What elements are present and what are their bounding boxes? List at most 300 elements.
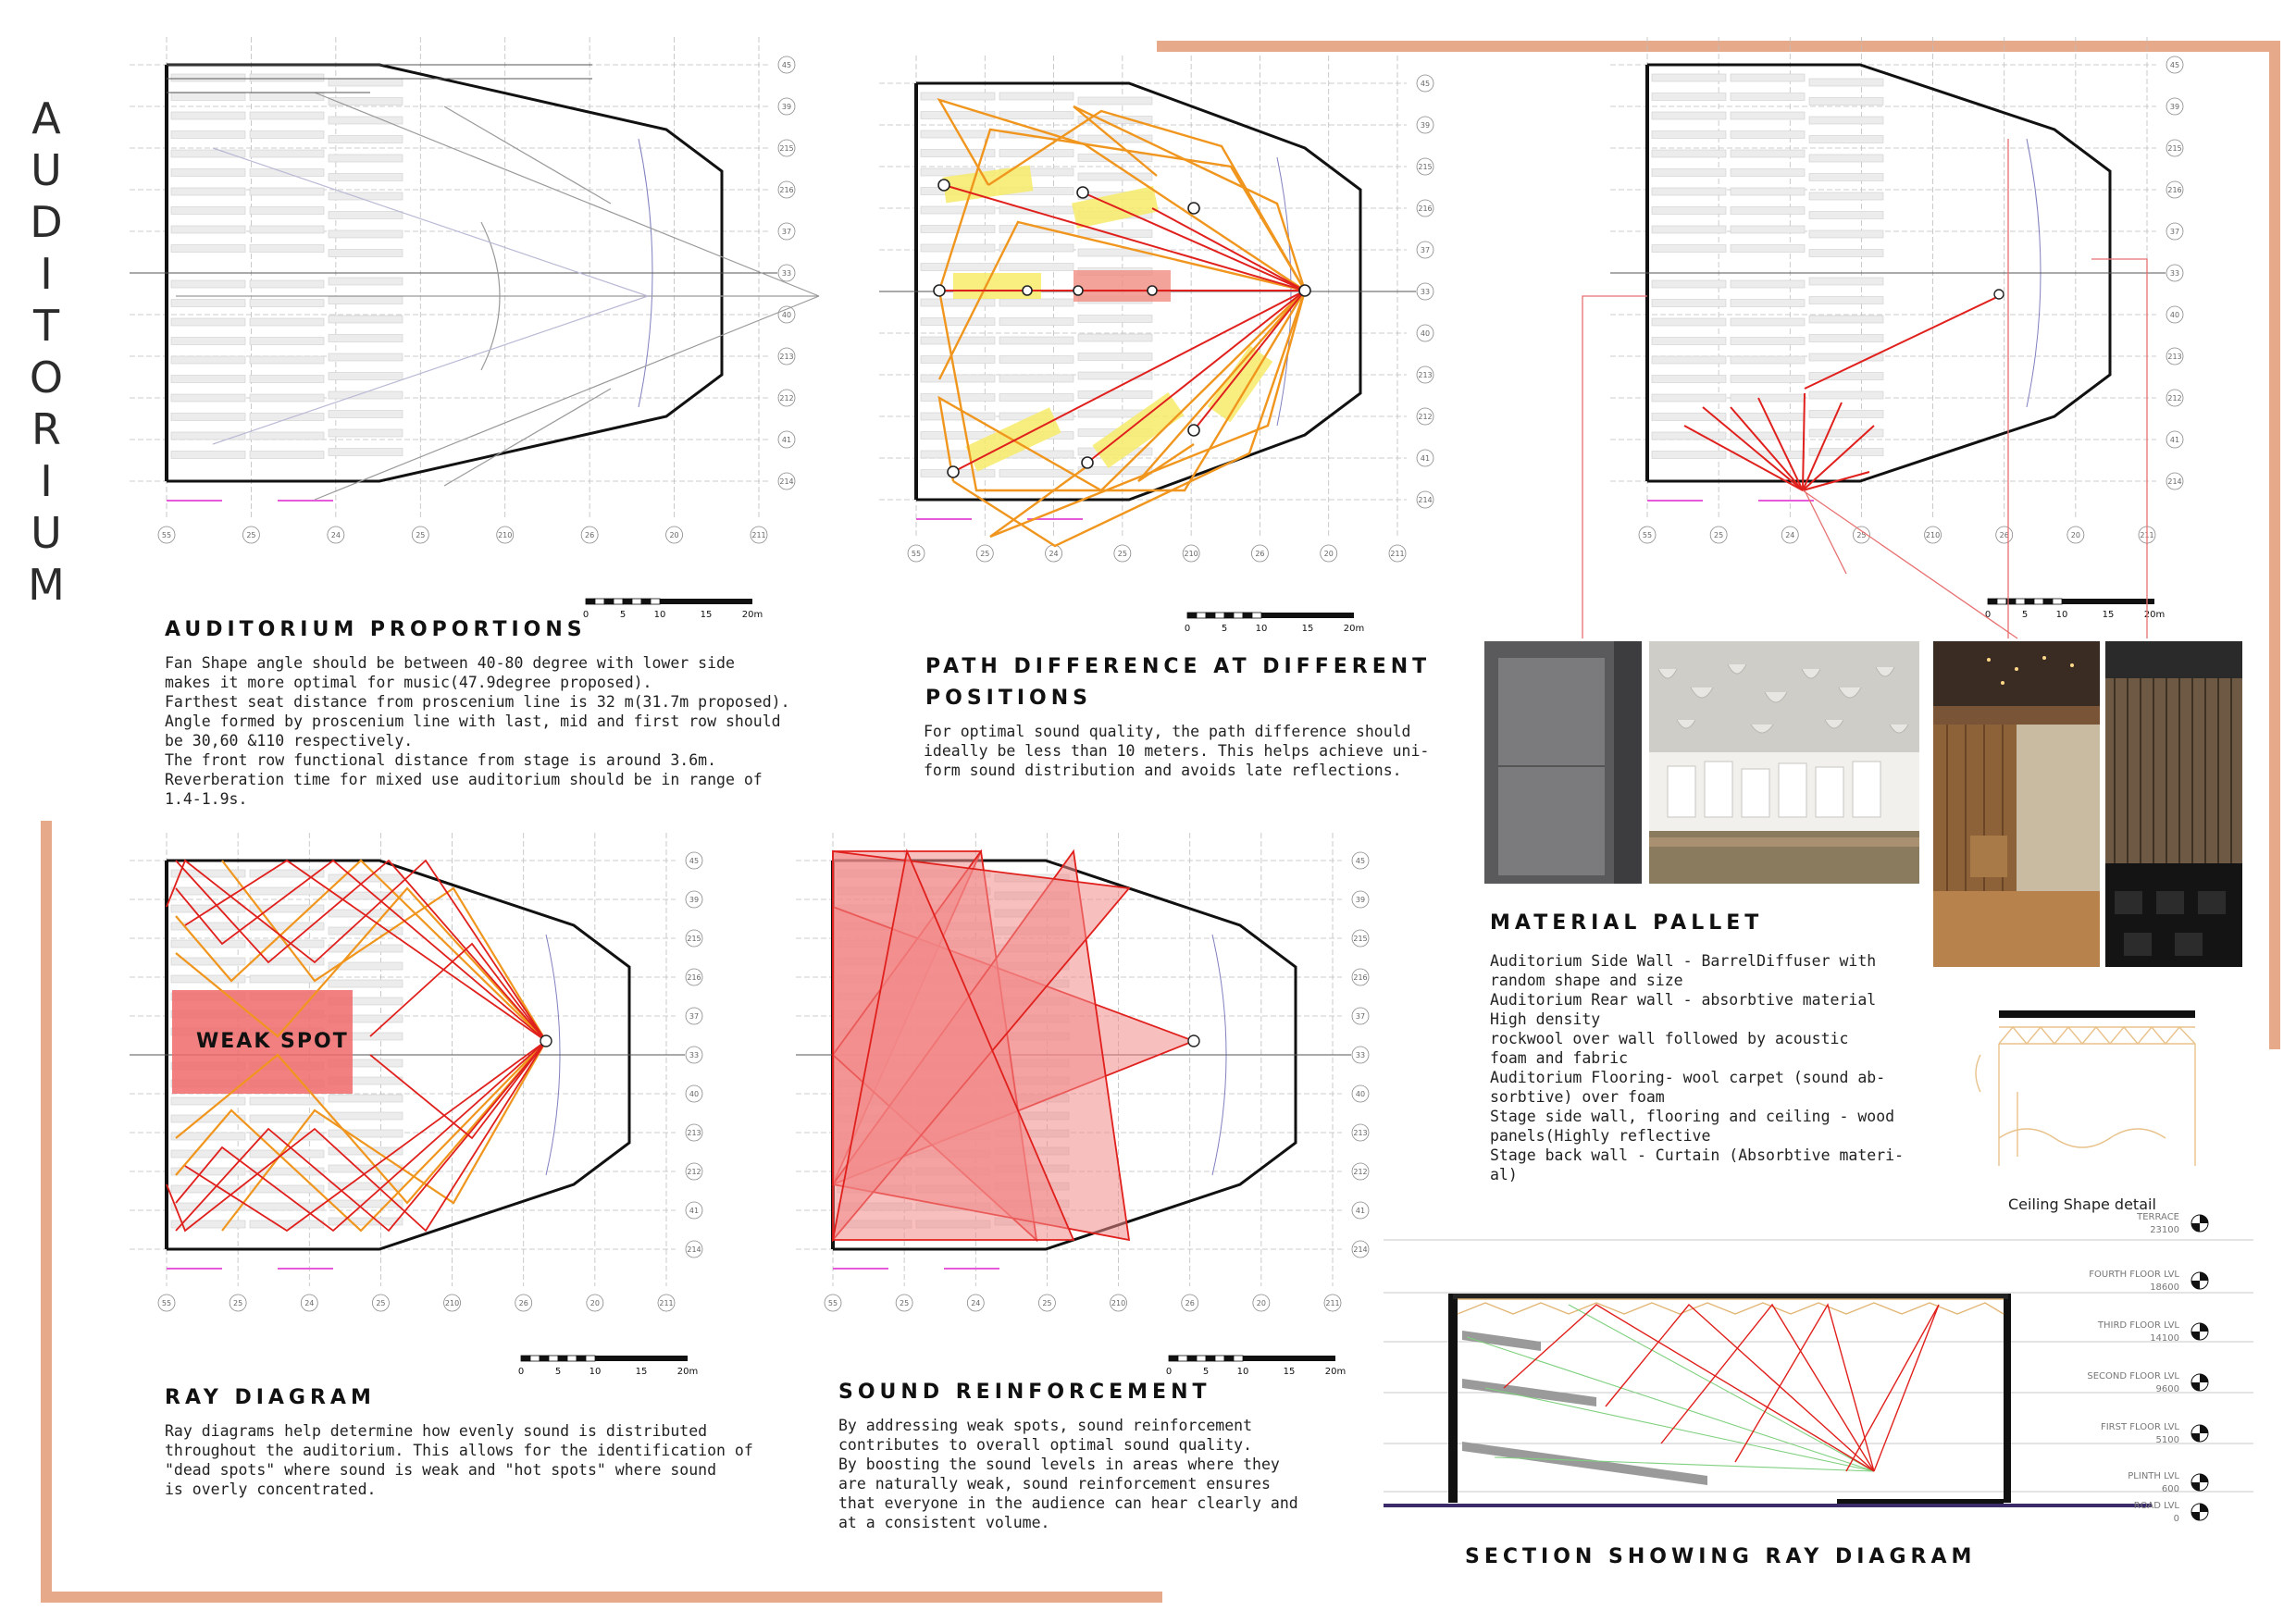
scale-segment xyxy=(641,599,651,604)
dimension-mark xyxy=(167,500,222,502)
scale-segment xyxy=(1243,613,1252,618)
dimension-mark xyxy=(167,1268,222,1270)
seat-row xyxy=(1078,249,1152,256)
dimension-mark xyxy=(278,500,333,502)
seat-row xyxy=(921,375,995,382)
seat-row xyxy=(250,376,324,383)
scale-segment xyxy=(2043,599,2053,604)
scale-segment xyxy=(521,1356,530,1361)
plan-ray-diagram xyxy=(130,833,722,1351)
seat-row xyxy=(250,207,324,215)
seat-row xyxy=(329,98,403,105)
sound-source xyxy=(540,1035,552,1047)
seat-row xyxy=(171,394,245,402)
seat-row xyxy=(1731,169,1805,177)
scale-segment xyxy=(558,1356,567,1361)
vertical-title-letter: U xyxy=(31,508,62,558)
level-name: THIRD FLOOR LVL xyxy=(2097,1320,2179,1331)
grid-bubble-label: 216 xyxy=(779,186,794,194)
seat-row xyxy=(250,93,324,101)
source-marker xyxy=(1994,290,2004,299)
photo-stage-curtain xyxy=(2105,641,2242,967)
level-name: PLINTH LVL xyxy=(2128,1471,2179,1481)
seat-row xyxy=(1652,280,1726,288)
grid-bubble-label: 213 xyxy=(2167,353,2182,361)
balcony-seating xyxy=(1462,1331,1707,1485)
seat-row xyxy=(250,356,324,364)
seat-row xyxy=(1731,245,1805,253)
seat-row xyxy=(921,206,995,214)
scale-segment xyxy=(1234,1356,1243,1361)
grid-bubble-label: 25 xyxy=(900,1299,910,1307)
seat-row xyxy=(1731,376,1805,383)
seat-row xyxy=(329,136,403,143)
seat-row xyxy=(329,411,403,418)
grid-bubble-label: 25 xyxy=(233,1299,243,1307)
level-name: SECOND FLOOR LVL xyxy=(2087,1371,2179,1381)
grid-bubble-label: 211 xyxy=(751,531,766,539)
scale-tick-label: 0 xyxy=(582,610,590,620)
scale-segment xyxy=(1197,1356,1206,1361)
scale-segment xyxy=(586,599,595,604)
section-heading: SECTION SHOWING RAY DIAGRAM xyxy=(1465,1545,1977,1568)
seat-row xyxy=(329,335,403,342)
scale-bar-4 xyxy=(516,1354,701,1381)
grid-bubble-label: 212 xyxy=(2167,394,2182,403)
scale-tick-label: 10 xyxy=(589,1367,602,1377)
grid-bubble-label: 210 xyxy=(498,531,513,539)
scale-segment xyxy=(1252,613,1261,618)
seat-row xyxy=(250,74,324,81)
seat-row xyxy=(921,264,995,271)
grid-bubble-label: 215 xyxy=(687,935,701,943)
seat-row xyxy=(1809,335,1883,342)
scale-tick-label: 20m xyxy=(676,1367,699,1377)
dimension-mark xyxy=(278,1268,333,1270)
plan-materials xyxy=(1610,37,2203,583)
seat-row xyxy=(171,1203,245,1210)
grid-bubble-label: 39 xyxy=(781,103,792,111)
grid-bubble-label: 24 xyxy=(304,1299,315,1307)
seat-row xyxy=(171,74,245,81)
seat-row xyxy=(1652,131,1726,139)
seat-row xyxy=(1809,391,1883,399)
seat-row xyxy=(329,174,403,181)
seat-row xyxy=(999,93,1074,100)
grid-bubble-label: 214 xyxy=(1353,1245,1368,1254)
seat-row xyxy=(329,316,403,323)
seat-row xyxy=(1652,188,1726,195)
grid-bubble-label: 212 xyxy=(779,394,794,403)
seat-row xyxy=(329,892,403,899)
grid-bubble-label: 214 xyxy=(687,1245,701,1254)
grid-bubble-label: 212 xyxy=(1353,1168,1368,1176)
grid-bubble-label: 25 xyxy=(1117,550,1127,558)
seat-row xyxy=(1078,353,1152,361)
seat-row xyxy=(250,226,324,233)
grid-bubble-label: 210 xyxy=(444,1299,460,1307)
scale-segment xyxy=(1187,613,1197,618)
ceiling-shape-detail xyxy=(1971,999,2203,1166)
scale-segment xyxy=(586,1356,595,1361)
grid-bubble-label: 37 xyxy=(2169,228,2180,236)
seat-row xyxy=(250,432,324,440)
scale-segment xyxy=(577,1356,586,1361)
grid-bubble-label: 39 xyxy=(2169,103,2180,111)
level-value: 23100 xyxy=(2150,1225,2179,1235)
seat-row xyxy=(250,452,324,459)
scale-segment xyxy=(2025,599,2034,604)
grid-bubble-label: 20 xyxy=(2070,531,2080,539)
level-value: 0 xyxy=(2173,1514,2179,1524)
vertical-title-letter: A xyxy=(31,93,61,143)
seat-row xyxy=(1731,280,1805,288)
grid-bubble-label: 37 xyxy=(1420,246,1431,254)
top-right-band-vertical xyxy=(2269,41,2280,1049)
seat-row xyxy=(329,429,403,437)
seat-row xyxy=(329,250,403,257)
grid-bubble-label: 214 xyxy=(2167,477,2182,486)
grid-bubble-label: 212 xyxy=(687,1168,701,1176)
seat-row xyxy=(1809,136,1883,143)
grid-bubble-label: 40 xyxy=(2169,311,2180,319)
seat-row xyxy=(250,394,324,402)
grid-bubble-label: 24 xyxy=(1785,531,1795,539)
seat-row xyxy=(921,93,995,100)
scale-segment xyxy=(1997,599,2006,604)
level-name: ROAD LVL xyxy=(2133,1501,2179,1511)
seat-row xyxy=(171,432,245,440)
seat-row xyxy=(1809,230,1883,238)
grid-bubble-label: 25 xyxy=(376,1299,386,1307)
scale-tick-label: 15 xyxy=(700,610,713,620)
seat-row xyxy=(1731,93,1805,101)
grid-bubble-label: 40 xyxy=(781,311,792,319)
seat-row xyxy=(1652,207,1726,215)
grid-bubble-label: 40 xyxy=(689,1090,700,1098)
grid-bubble-label: 55 xyxy=(911,550,922,558)
dimension-mark xyxy=(944,1268,999,1270)
seat-row xyxy=(1731,150,1805,157)
grid-bubble-label: 33 xyxy=(2169,269,2180,278)
grid-bubble-label: 20 xyxy=(1323,550,1334,558)
grid-bubble-label: 26 xyxy=(585,531,595,539)
scale-segment xyxy=(623,599,632,604)
seat-row xyxy=(171,245,245,253)
scale-tick-label: 10 xyxy=(2055,610,2068,620)
section-ray-diagram xyxy=(1384,1212,2253,1536)
scale-segment xyxy=(1206,613,1215,618)
grid-bubble-label: 26 xyxy=(1255,550,1265,558)
seat-row xyxy=(329,1165,403,1172)
scale-tick-label: 20m xyxy=(2143,610,2166,620)
scale-tick-label: 10 xyxy=(1255,624,1268,634)
level-value: 600 xyxy=(2161,1484,2179,1494)
grid-bubble-label: 216 xyxy=(1418,204,1433,213)
seat-row xyxy=(171,452,245,459)
material-pallet-text: Auditorium Side Wall - BarrelDiffuser with random shape and size Auditorium Rear wall - absorbtive material High density rockwool over wall followed by acoustic foam and fabric Auditorium Flooring- wool carpet (sound ab- sorbtive) over foam Stage side wall, flooring and ceiling - wood panels(Highly reflective Stage back wall - Curtain (Absorbtive materi- al) xyxy=(1490,952,1905,1183)
seat-row xyxy=(250,131,324,139)
proportions-text: Fan Shape angle should be between 40-80 degree with lower side makes it more optimal for music(47.9degree proposed). Farthest seat distance from proscenium line is 32 m(31.7m proposed). Angle formed by proscenium line with last, mid and first row should be 30,60 &110 respectively. The front row functional distance from stage is around 3.6m. Reverberation time for mixed use auditorium should be in range of 1.4-1.9s. xyxy=(165,654,790,808)
scale-tick-label: 15 xyxy=(1301,624,1314,634)
seat-row xyxy=(921,432,995,440)
seat-row xyxy=(329,353,403,361)
seat-row xyxy=(1731,112,1805,119)
seat-row xyxy=(1078,230,1152,238)
scale-segment xyxy=(1197,613,1206,618)
grid-bubble-label: 41 xyxy=(1420,454,1431,463)
grid-bubble-label: 20 xyxy=(1256,1299,1266,1307)
seat-row xyxy=(999,299,1074,306)
seat-row xyxy=(329,212,403,219)
seat-row xyxy=(921,318,995,326)
grid-bubble-label: 26 xyxy=(1185,1299,1195,1307)
scale-segment xyxy=(660,599,752,604)
dimension-lines xyxy=(167,65,592,93)
seat-row xyxy=(171,356,245,364)
grid-bubble-label: 26 xyxy=(518,1299,528,1307)
grid-bubble-label: 55 xyxy=(161,531,172,539)
grid-bubble-label: 24 xyxy=(1049,550,1059,558)
seat-row xyxy=(1652,245,1726,253)
grid-bubble-label: 216 xyxy=(2167,186,2182,194)
scale-tick-label: 20m xyxy=(1324,1367,1347,1377)
scale-bar-5 xyxy=(1164,1354,1349,1381)
scale-tick-label: 10 xyxy=(1236,1367,1249,1377)
path-difference-heading: PATH DIFFERENCE AT DIFFERENT POSITIONS xyxy=(925,655,1432,710)
grid-bubble-label: 41 xyxy=(2169,436,2180,444)
seat-row xyxy=(250,245,324,253)
speaker-source xyxy=(1188,1035,1199,1047)
dimension-mark xyxy=(916,518,972,520)
scale-tick-label: 5 xyxy=(554,1367,562,1377)
grid-bubble-label: 211 xyxy=(1325,1299,1340,1307)
seat-row xyxy=(171,112,245,119)
scale-bar-2 xyxy=(1183,611,1368,638)
seat-row xyxy=(921,299,995,306)
seat-row xyxy=(329,297,403,304)
seat-row xyxy=(1731,188,1805,195)
seat-row xyxy=(171,414,245,421)
scale-segment xyxy=(540,1356,549,1361)
seat-row xyxy=(999,337,1074,344)
grid-bubble-label: 37 xyxy=(689,1012,700,1021)
grid-bubble-label: 210 xyxy=(1184,550,1198,558)
seat-row xyxy=(1652,432,1726,440)
scale-segment xyxy=(1187,1356,1197,1361)
scale-segment xyxy=(530,1356,540,1361)
seat-row xyxy=(250,188,324,195)
grid-bubble-label: 214 xyxy=(1418,496,1433,504)
scale-segment xyxy=(614,599,623,604)
level-value: 5100 xyxy=(2155,1435,2179,1445)
grid-bubble-label: 25 xyxy=(246,531,256,539)
seat-row xyxy=(999,470,1074,477)
grid-bubble-label: 24 xyxy=(971,1299,981,1307)
seat-row xyxy=(1078,391,1152,399)
seat-row xyxy=(1652,394,1726,402)
grid-bubble-label: 20 xyxy=(669,531,679,539)
grid-bubble-label: 211 xyxy=(1390,550,1405,558)
scale-tick-label: 0 xyxy=(1165,1367,1173,1377)
seat-row xyxy=(1809,278,1883,285)
scale-tick-label: 5 xyxy=(2021,610,2029,620)
scale-segment xyxy=(1215,613,1224,618)
grid-bubble-label: 33 xyxy=(781,269,792,278)
seat-row xyxy=(329,449,403,456)
grid-bubble-label: 210 xyxy=(1925,531,1941,539)
seat-row xyxy=(329,230,403,238)
seat-row xyxy=(1731,356,1805,364)
grid-bubble-label: 45 xyxy=(1355,857,1366,865)
scale-tick-label: 15 xyxy=(635,1367,648,1377)
seat-row xyxy=(171,1115,245,1122)
seat-row xyxy=(171,940,245,948)
scale-segment xyxy=(651,599,660,604)
seat-row xyxy=(1652,169,1726,177)
seat-row xyxy=(1652,300,1726,307)
scale-segment xyxy=(1261,613,1354,618)
grid-bubble-label: 216 xyxy=(1353,973,1368,982)
grid-bubble-label: 211 xyxy=(2140,531,2154,539)
level-value: 9600 xyxy=(2155,1384,2179,1394)
grid-bubble-label: 25 xyxy=(1856,531,1867,539)
dimension-mark xyxy=(1647,500,1703,502)
vertical-title-letter: U xyxy=(31,145,62,195)
vertical-title-letter: I xyxy=(40,249,53,299)
scale-tick-label: 15 xyxy=(1283,1367,1296,1377)
proportions-heading: AUDITORIUM PROPORTIONS xyxy=(165,618,587,641)
scale-tick-label: 15 xyxy=(2102,610,2115,620)
scale-segment xyxy=(2016,599,2025,604)
photo-barrel-diffuser-wall xyxy=(1649,641,1919,884)
scale-segment xyxy=(1169,1356,1178,1361)
seat-row xyxy=(329,155,403,162)
grid-bubble-label: 211 xyxy=(659,1299,674,1307)
plan-path-difference xyxy=(879,56,1453,601)
seat-row xyxy=(250,150,324,157)
seat-row xyxy=(329,1095,403,1102)
grid-bubble-label: 33 xyxy=(1355,1051,1366,1059)
scale-bar-1 xyxy=(581,597,766,625)
scale-segment xyxy=(1988,599,1997,604)
seat-row xyxy=(171,131,245,139)
seat-row xyxy=(250,887,324,895)
grid-bubble-label: 212 xyxy=(1418,413,1433,421)
seat-row xyxy=(921,244,995,252)
grid-bubble-label: 45 xyxy=(781,61,792,69)
seat-row xyxy=(171,318,245,326)
level-name: FOURTH FLOOR LVL xyxy=(2089,1270,2179,1280)
seat-row xyxy=(250,338,324,345)
seat-row xyxy=(329,980,403,987)
weak-spot-label: WEAK SPOT xyxy=(196,1030,349,1053)
vertical-page-title xyxy=(28,93,65,611)
grid-bubble-label: 215 xyxy=(1353,935,1368,943)
seat-row xyxy=(171,338,245,345)
seat-row xyxy=(1809,373,1883,380)
scale-segment xyxy=(2053,599,2062,604)
path-difference-text: For optimal sound quality, the path difference should ideally be less than 10 meters. This helps achieve uni- form sound distribution and avoids late reflections. xyxy=(924,723,1430,779)
seat-row xyxy=(171,1097,245,1105)
scale-tick-label: 10 xyxy=(653,610,666,620)
grid-bubble-label: 33 xyxy=(689,1051,700,1059)
grid-bubble-label: 216 xyxy=(687,973,701,982)
seat-row xyxy=(171,376,245,383)
seat-row xyxy=(250,112,324,119)
seat-row xyxy=(329,1112,403,1120)
grid-bubble-label: 39 xyxy=(689,896,700,904)
seat-row xyxy=(250,169,324,177)
scale-tick-label: 20m xyxy=(741,610,763,620)
scale-segment xyxy=(2034,599,2043,604)
seat-row xyxy=(171,280,245,288)
scale-segment xyxy=(1234,613,1243,618)
seat-row xyxy=(1652,93,1726,101)
seat-row xyxy=(1809,117,1883,124)
ceiling-profile xyxy=(1458,1299,2004,1314)
grid-bubble-label: 25 xyxy=(416,531,426,539)
grid-bubble-label: 214 xyxy=(779,477,794,486)
scale-segment xyxy=(1224,613,1234,618)
bottom-band-horizontal xyxy=(41,1592,1162,1603)
sound-reinforcement-text: By addressing weak spots, sound reinforcement contributes to overall optimal sound quality. By boosting the sound levels in areas where they are naturally weak, sound reinforcement ensures that everyone in the audience can hear clearly and at a consistent volume. xyxy=(838,1417,1298,1531)
grid-bubble-label: 37 xyxy=(1355,1012,1366,1021)
photo-rockwool-panels xyxy=(1484,641,1642,884)
plan-auditorium-proportions xyxy=(130,37,814,583)
seat-row xyxy=(1809,316,1883,323)
grid-bubble-label: 37 xyxy=(781,228,792,236)
vertical-title-letter: I xyxy=(40,456,53,506)
grid-bubble-label: 45 xyxy=(689,857,700,865)
grid-bubble-label: 25 xyxy=(1714,531,1724,539)
seat-row xyxy=(1652,150,1726,157)
level-name: TERRACE xyxy=(2137,1212,2179,1222)
grid-bubble-label: 215 xyxy=(1418,163,1433,171)
seat-row xyxy=(1809,250,1883,257)
scale-segment xyxy=(595,599,604,604)
seat-row xyxy=(250,300,324,307)
seat-row xyxy=(329,192,403,200)
seat-row xyxy=(1652,226,1726,233)
scale-tick-label: 0 xyxy=(1184,624,1191,634)
scale-segment xyxy=(595,1356,688,1361)
scale-tick-label: 5 xyxy=(1221,624,1228,634)
grid-bubble-label: 41 xyxy=(781,436,792,444)
scale-tick-label: 5 xyxy=(1202,1367,1210,1377)
seat-row xyxy=(999,394,1074,402)
scale-segment xyxy=(1215,1356,1224,1361)
seat-row xyxy=(999,318,1074,326)
seat-row xyxy=(329,373,403,380)
vertical-title-letter: O xyxy=(29,353,64,403)
seat-row xyxy=(250,1097,324,1105)
seat-row xyxy=(1731,207,1805,215)
grid-bubble-label: 213 xyxy=(687,1129,701,1137)
seat-row xyxy=(329,79,403,86)
grid-bubble-label: 33 xyxy=(1420,288,1431,296)
ray-diagram-heading: RAY DIAGRAM xyxy=(165,1386,376,1409)
seat-row xyxy=(1078,334,1152,341)
grid-bubble-label: 213 xyxy=(1353,1129,1368,1137)
vertical-title-letter: R xyxy=(31,404,61,454)
sound-source xyxy=(1299,285,1310,296)
seat-row xyxy=(1652,356,1726,364)
seat-row xyxy=(250,1203,324,1210)
grid-bubble-label: 215 xyxy=(779,144,794,153)
grid-bubble-label: 55 xyxy=(1642,531,1653,539)
scale-segment xyxy=(604,599,614,604)
